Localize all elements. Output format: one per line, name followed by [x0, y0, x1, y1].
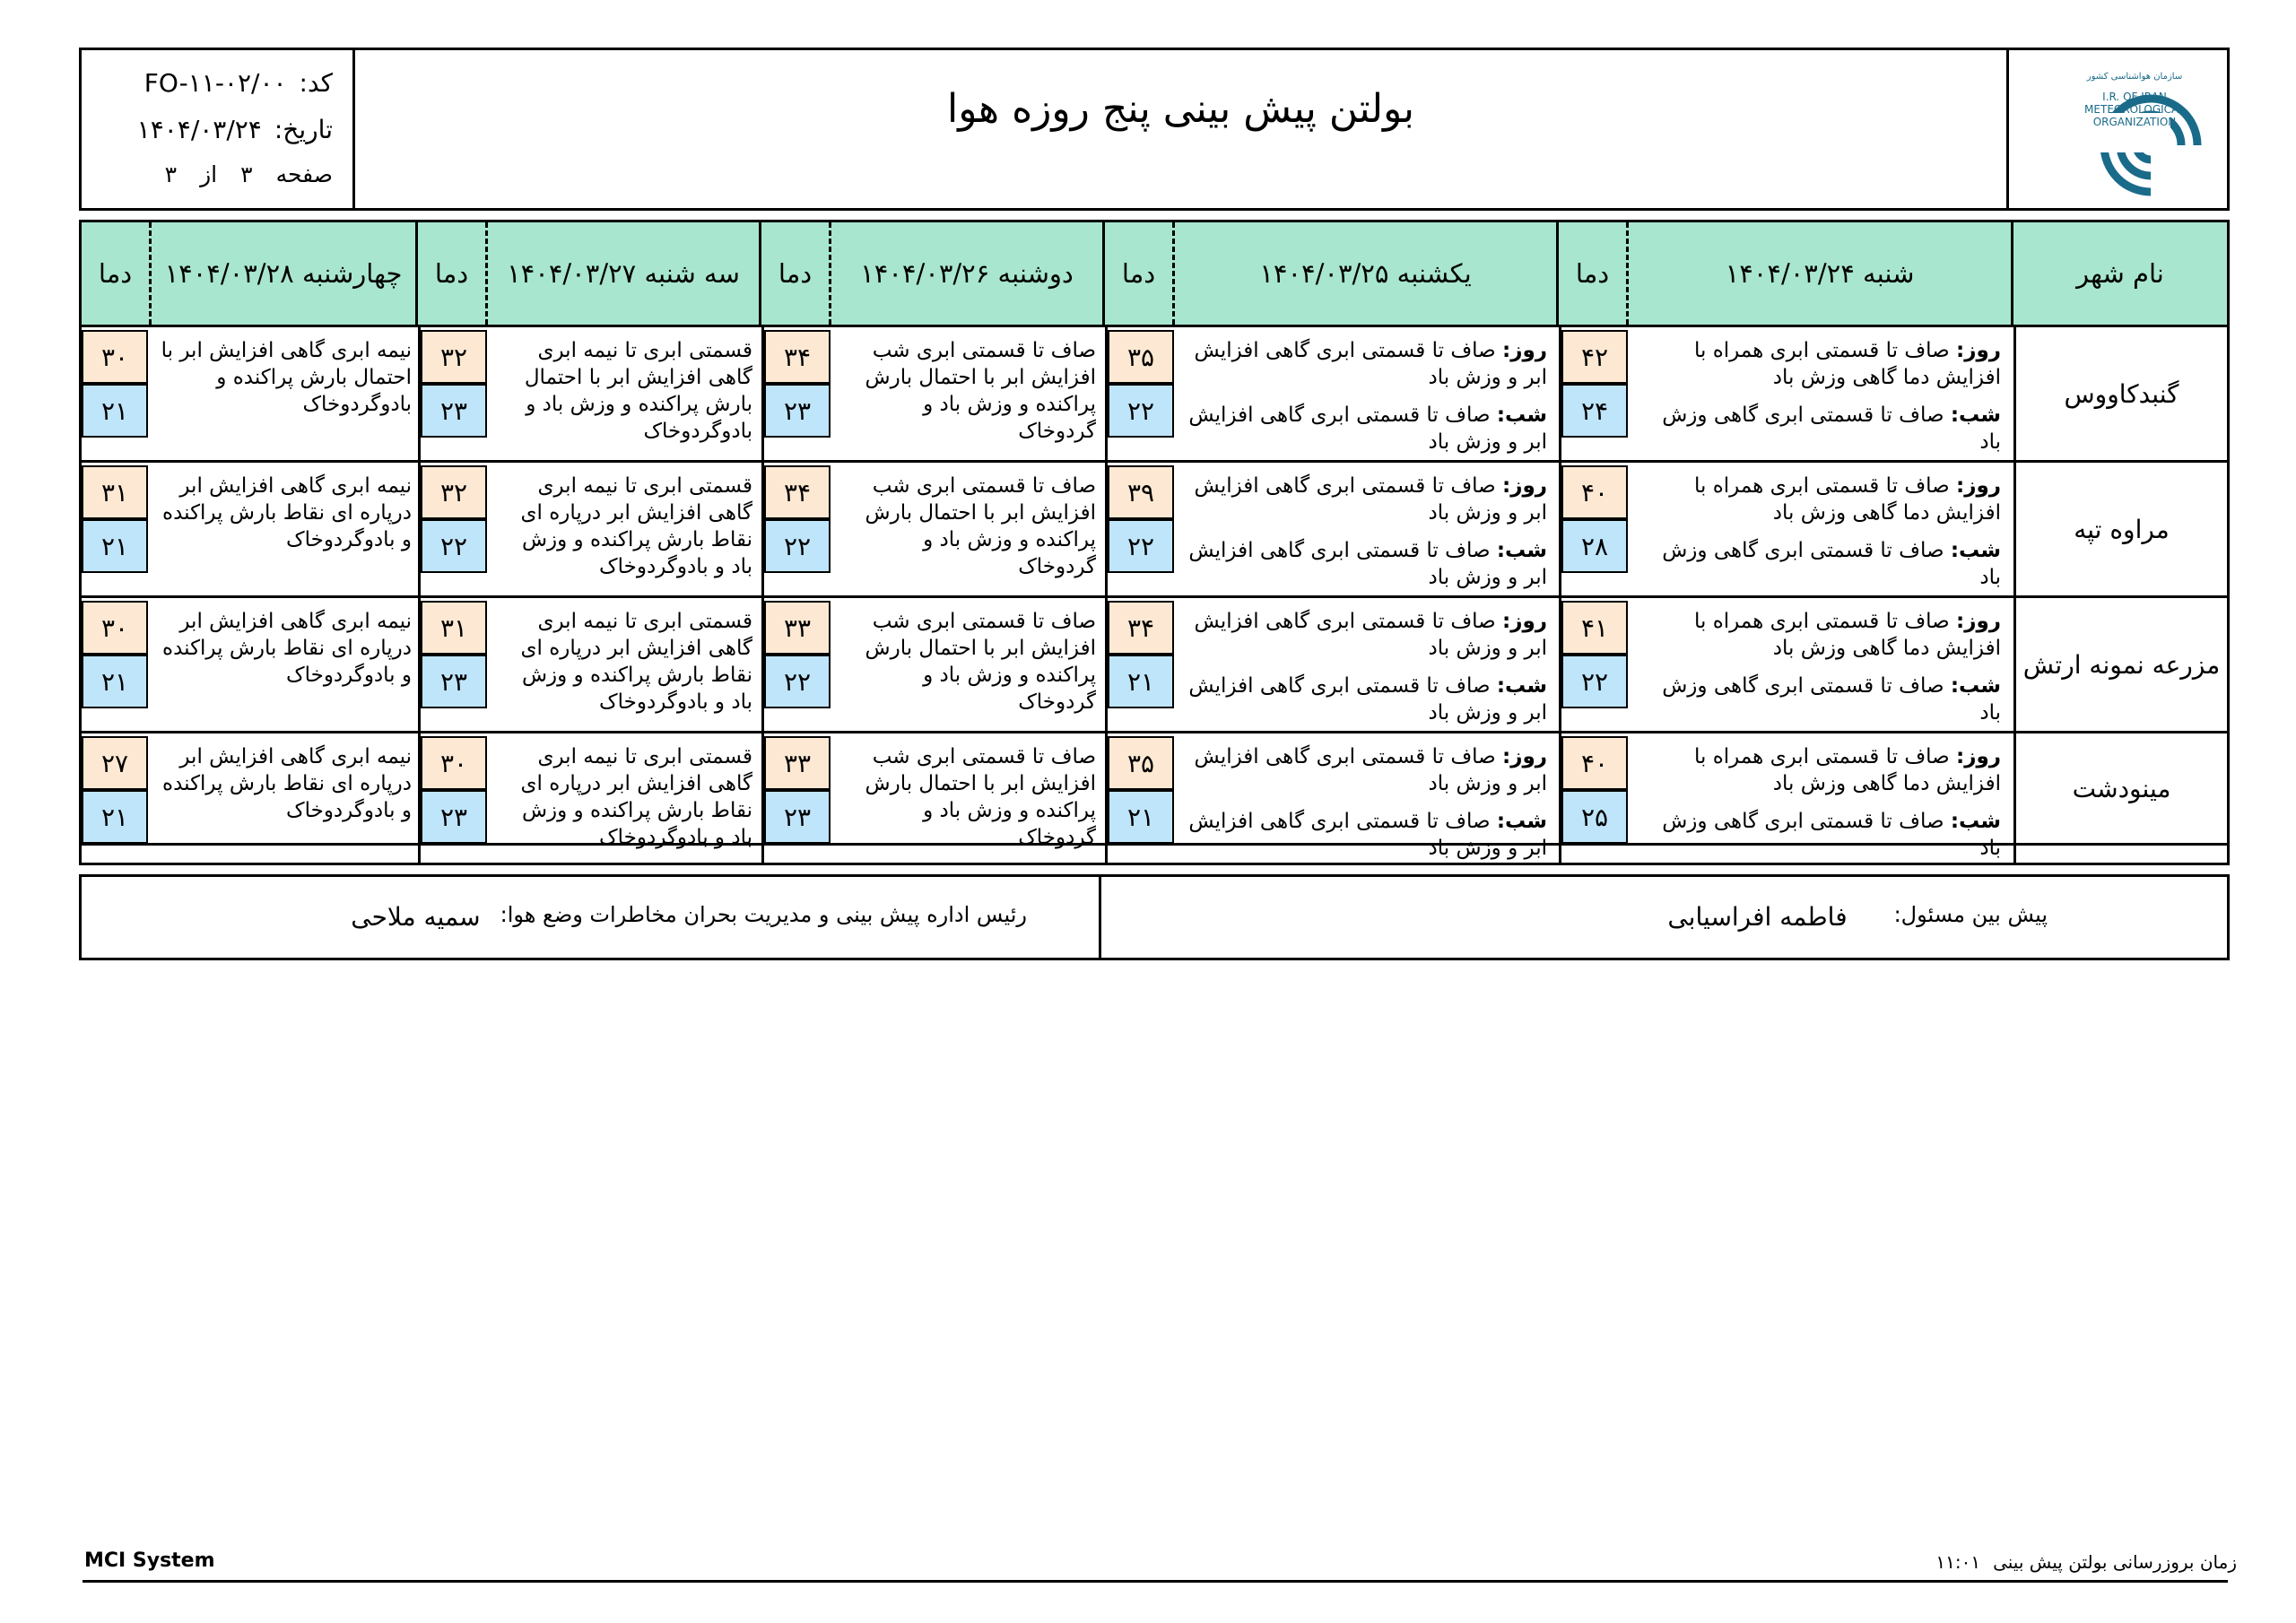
day4-max-temp: ۳۰ — [421, 736, 487, 790]
day1-min-temp: ۲۵ — [1561, 790, 1628, 844]
page-label: صفحه — [275, 161, 333, 187]
day5-forecast: نیمه ابری گاهی افزایش ابر درپاره ای نقاط بارش پراکنده و بادوگردوخاک — [162, 745, 412, 822]
update-label: زمان بروزرسانی بولتن پیش بینی — [1993, 1551, 2237, 1573]
divider — [82, 325, 2227, 327]
code-value: FO-۱۱-۰۲/۰۰ — [144, 68, 287, 98]
day2-night-forecast — [1184, 673, 1547, 726]
col-header-day-5: چهارشنبه ۱۴۰۴/۰۳/۲۸ — [152, 222, 418, 325]
day1-night-forecast — [1638, 808, 2001, 862]
day3-forecast: صاف تا قسمتی ابری شب افزایش ابر با احتمال بارش پراکنده و وزش باد و گردوخاک — [865, 339, 1096, 443]
day4-forecast: قسمتی ابری تا نیمه ابری گاهی افزایش ابر درپاره ای نقاط بارش پراکنده و وزش باد و بادوگردوخاک — [520, 474, 752, 578]
day1-max-temp: ۴۰ — [1561, 736, 1628, 790]
col-header-temp-1: دما — [1559, 222, 1629, 325]
day1-day-forecast — [1638, 608, 2001, 662]
night-label: شب: — [1496, 404, 1547, 427]
logo-text-fa: سازمان هواشناسی کشور — [2086, 72, 2183, 82]
day3-max-temp: ۳۳ — [764, 736, 831, 790]
day5-forecast: نیمه ابری گاهی افزایش ابر با احتمال بارش پراکنده و بادوگردوخاک — [161, 339, 412, 416]
code-row — [144, 68, 333, 98]
head-name: سمیه ملاحی — [351, 902, 481, 932]
day3-max-temp: ۳۴ — [764, 330, 831, 384]
forecast-table — [79, 220, 2230, 865]
day2-night-forecast — [1184, 537, 1547, 591]
day2-min-temp: ۲۱ — [1108, 655, 1174, 708]
day4-min-temp: ۲۳ — [421, 790, 487, 844]
day5-forecast: نیمه ابری گاهی افزایش ابر درپاره ای نقاط بارش پراکنده و بادوگردوخاک — [162, 474, 412, 551]
day4-min-temp: ۲۳ — [421, 655, 487, 708]
forecast-text: صاف تا قسمتی ابری گاهی افزایش ابر و وزش باد — [1194, 745, 1547, 795]
day2-min-temp: ۲۲ — [1108, 519, 1174, 573]
meteorological-organization-logo — [2045, 66, 2224, 201]
forecast-text: صاف تا قسمتی ابری گاهی وزش باد — [1662, 810, 2001, 860]
day3-forecast: صاف تا قسمتی ابری شب افزایش ابر با احتمال بارش پراکنده و وزش باد و گردوخاک — [865, 745, 1096, 849]
logo-area — [2009, 50, 2227, 208]
page-of: از — [200, 161, 218, 187]
forecast-text: صاف تا قسمتی ابری همراه با افزایش دما گاهی وزش باد — [1693, 474, 2001, 525]
day3-forecast: صاف تا قسمتی ابری شب افزایش ابر با احتمال بارش پراکنده و وزش باد و گردوخاک — [865, 610, 1096, 714]
day1-day-forecast — [1638, 473, 2001, 526]
forecast-text: صاف تا قسمتی ابری گاهی وزش باد — [1662, 674, 2001, 725]
city-name: مینودشت — [2072, 773, 2171, 803]
day-label: روز: — [1956, 474, 2001, 498]
logo-text-en-1: I.R. OF IRAN — [2102, 91, 2167, 103]
day2-min-temp: ۲۱ — [1108, 790, 1174, 844]
forecaster-row — [1667, 902, 2048, 932]
day2-max-temp: ۳۹ — [1108, 465, 1174, 519]
night-label: شب: — [1496, 674, 1547, 698]
day1-min-temp: ۲۸ — [1561, 519, 1628, 573]
day3-min-temp: ۲۳ — [764, 790, 831, 844]
head-signature — [82, 877, 1101, 958]
day1-min-temp: ۲۲ — [1561, 655, 1628, 708]
day5-min-temp: ۲۱ — [82, 519, 148, 573]
divider — [82, 731, 2227, 733]
city-name: مراوه تپه — [2074, 514, 2170, 544]
forecast-text: صاف تا قسمتی ابری گاهی افزایش ابر و وزش باد — [1188, 810, 1547, 860]
day2-max-temp: ۳۴ — [1108, 601, 1174, 655]
day-label: روز: — [1956, 339, 2001, 362]
night-label: شب: — [1950, 810, 2001, 833]
day4-max-temp: ۳۲ — [421, 330, 487, 384]
day3-forecast: صاف تا قسمتی ابری شب افزایش ابر با احتمال بارش پراکنده و وزش باد و گردوخاک — [865, 474, 1096, 578]
signature-box — [79, 874, 2230, 960]
day4-forecast: قسمتی ابری تا نیمه ابری گاهی افزایش ابر درپاره ای نقاط بارش پراکنده و وزش باد و بادوگردوخاک — [520, 610, 752, 714]
forecast-text: صاف تا قسمتی ابری گاهی افزایش ابر و وزش باد — [1194, 339, 1547, 389]
col-header-temp-2: دما — [1105, 222, 1175, 325]
forecaster-name: فاطمه افراسیابی — [1667, 902, 1848, 932]
divider — [82, 460, 2227, 463]
day1-day-forecast — [1638, 743, 2001, 797]
forecast-text: صاف تا قسمتی ابری گاهی وزش باد — [1662, 539, 2001, 589]
document-meta — [82, 50, 355, 208]
col-header-temp-4: دما — [418, 222, 488, 325]
day1-max-temp: ۴۲ — [1561, 330, 1628, 384]
night-label: شب: — [1950, 539, 2001, 562]
day-label: روز: — [1502, 745, 1547, 768]
footer-divider — [83, 1580, 2228, 1583]
night-label: شب: — [1950, 404, 2001, 427]
forecast-text: صاف تا قسمتی ابری همراه با افزایش دما گاهی وزش باد — [1693, 610, 2001, 660]
update-time: ۱۱:۰۱ — [1935, 1551, 1981, 1573]
day-label: روز: — [1502, 474, 1547, 498]
date-value: ۱۴۰۴/۰۳/۲۴ — [136, 115, 262, 144]
forecast-text: صاف تا قسمتی ابری گاهی وزش باد — [1662, 404, 2001, 454]
day4-min-temp: ۲۲ — [421, 519, 487, 573]
forecast-text: صاف تا قسمتی ابری گاهی افزایش ابر و وزش باد — [1188, 674, 1547, 725]
title-area — [355, 50, 2009, 208]
system-name: MCI System — [84, 1549, 215, 1572]
day2-night-forecast — [1184, 402, 1547, 456]
day3-min-temp: ۲۲ — [764, 655, 831, 708]
day-label: روز: — [1502, 610, 1547, 633]
col-header-day-4: سه شنبه ۱۴۰۴/۰۳/۲۷ — [488, 222, 761, 325]
day2-day-forecast — [1184, 337, 1547, 391]
day5-min-temp: ۲۱ — [82, 655, 148, 708]
forecast-text: صاف تا قسمتی ابری همراه با افزایش دما گاهی وزش باد — [1693, 745, 2001, 795]
day5-min-temp: ۲۱ — [82, 384, 148, 438]
forecast-text: صاف تا قسمتی ابری گاهی افزایش ابر و وزش باد — [1188, 539, 1547, 589]
day2-day-forecast — [1184, 473, 1547, 526]
page-total: ۳ — [164, 161, 178, 187]
date-row — [137, 115, 333, 144]
forecast-text: صاف تا قسمتی ابری گاهی افزایش ابر و وزش باد — [1194, 610, 1547, 660]
bulletin-header — [79, 48, 2230, 211]
day1-night-forecast — [1638, 402, 2001, 456]
day3-max-temp: ۳۴ — [764, 465, 831, 519]
day2-max-temp: ۳۵ — [1108, 330, 1174, 384]
day4-max-temp: ۳۱ — [421, 601, 487, 655]
day-label: روز: — [1956, 745, 2001, 768]
city-name: گنبدکاووس — [2064, 378, 2179, 409]
head-label: رئیس اداره پیش بینی و مدیریت بحران مخاطرات وضع هوا: — [500, 902, 1027, 927]
day-label: روز: — [1502, 339, 1547, 362]
page-num: ۳ — [240, 161, 253, 187]
day2-max-temp: ۳۵ — [1108, 736, 1174, 790]
col-header-day-1: شنبه ۱۴۰۴/۰۳/۲۴ — [1629, 222, 2013, 325]
day3-max-temp: ۳۳ — [764, 601, 831, 655]
update-info — [1935, 1551, 2237, 1573]
col-header-day-3: دوشنبه ۱۴۰۴/۰۳/۲۶ — [831, 222, 1105, 325]
day1-max-temp: ۴۰ — [1561, 465, 1628, 519]
night-label: شب: — [1950, 674, 2001, 698]
day5-forecast: نیمه ابری گاهی افزایش ابر درپاره ای نقاط بارش پراکنده و بادوگردوخاک — [162, 610, 412, 687]
day3-min-temp: ۲۲ — [764, 519, 831, 573]
day1-night-forecast — [1638, 537, 2001, 591]
forecast-text: صاف تا قسمتی ابری همراه با افزایش دما گاهی وزش باد — [1693, 339, 2001, 389]
day2-day-forecast — [1184, 608, 1547, 662]
night-label: شب: — [1496, 810, 1547, 833]
code-label: کد: — [299, 68, 333, 98]
page-title: بولتن پیش بینی پنج روزه هوا — [946, 86, 1415, 132]
day1-day-forecast — [1638, 337, 2001, 391]
col-header-temp-3: دما — [761, 222, 831, 325]
logo-text-en-3: ORGANIZATION — [2092, 116, 2177, 128]
forecast-text: صاف تا قسمتی ابری گاهی افزایش ابر و وزش باد — [1188, 404, 1547, 454]
day4-forecast: قسمتی ابری تا نیمه ابری گاهی افزایش ابر با احتمال بارش پراکنده و وزش باد و بادوگردوخاک — [524, 339, 752, 443]
day5-max-temp: ۳۰ — [82, 601, 148, 655]
col-header-city: نام شهر — [2013, 222, 2227, 325]
day3-min-temp: ۲۳ — [764, 384, 831, 438]
day5-min-temp: ۲۱ — [82, 790, 148, 844]
head-row — [351, 902, 1027, 932]
day2-night-forecast — [1184, 808, 1547, 862]
day5-max-temp: ۳۱ — [82, 465, 148, 519]
col-header-temp-5: دما — [82, 222, 152, 325]
day4-max-temp: ۳۲ — [421, 465, 487, 519]
day-label: روز: — [1956, 610, 2001, 633]
divider — [82, 595, 2227, 598]
day5-max-temp: ۲۷ — [82, 736, 148, 790]
day2-day-forecast — [1184, 743, 1547, 797]
forecaster-signature — [1101, 877, 2227, 958]
page-row — [165, 161, 333, 187]
day1-max-temp: ۴۱ — [1561, 601, 1628, 655]
day4-min-temp: ۲۳ — [421, 384, 487, 438]
city-name: مزرعه نمونه ارتش — [2022, 649, 2221, 680]
forecast-text: صاف تا قسمتی ابری گاهی افزایش ابر و وزش باد — [1194, 474, 1547, 525]
day5-max-temp: ۳۰ — [82, 330, 148, 384]
day1-night-forecast — [1638, 673, 2001, 726]
day2-min-temp: ۲۲ — [1108, 384, 1174, 438]
forecaster-label: پیش بین مسئول: — [1893, 902, 2048, 927]
day1-min-temp: ۲۴ — [1561, 384, 1628, 438]
day4-forecast: قسمتی ابری تا نیمه ابری گاهی افزایش ابر درپاره ای نقاط بارش پراکنده و وزش باد و بادوگردوخاک — [520, 745, 752, 849]
logo-text-en-2: METEOROLOGICAL — [2084, 103, 2185, 116]
col-header-day-2: یکشنبه ۱۴۰۴/۰۳/۲۵ — [1175, 222, 1559, 325]
date-label: تاریخ: — [274, 115, 333, 144]
night-label: شب: — [1496, 539, 1547, 562]
